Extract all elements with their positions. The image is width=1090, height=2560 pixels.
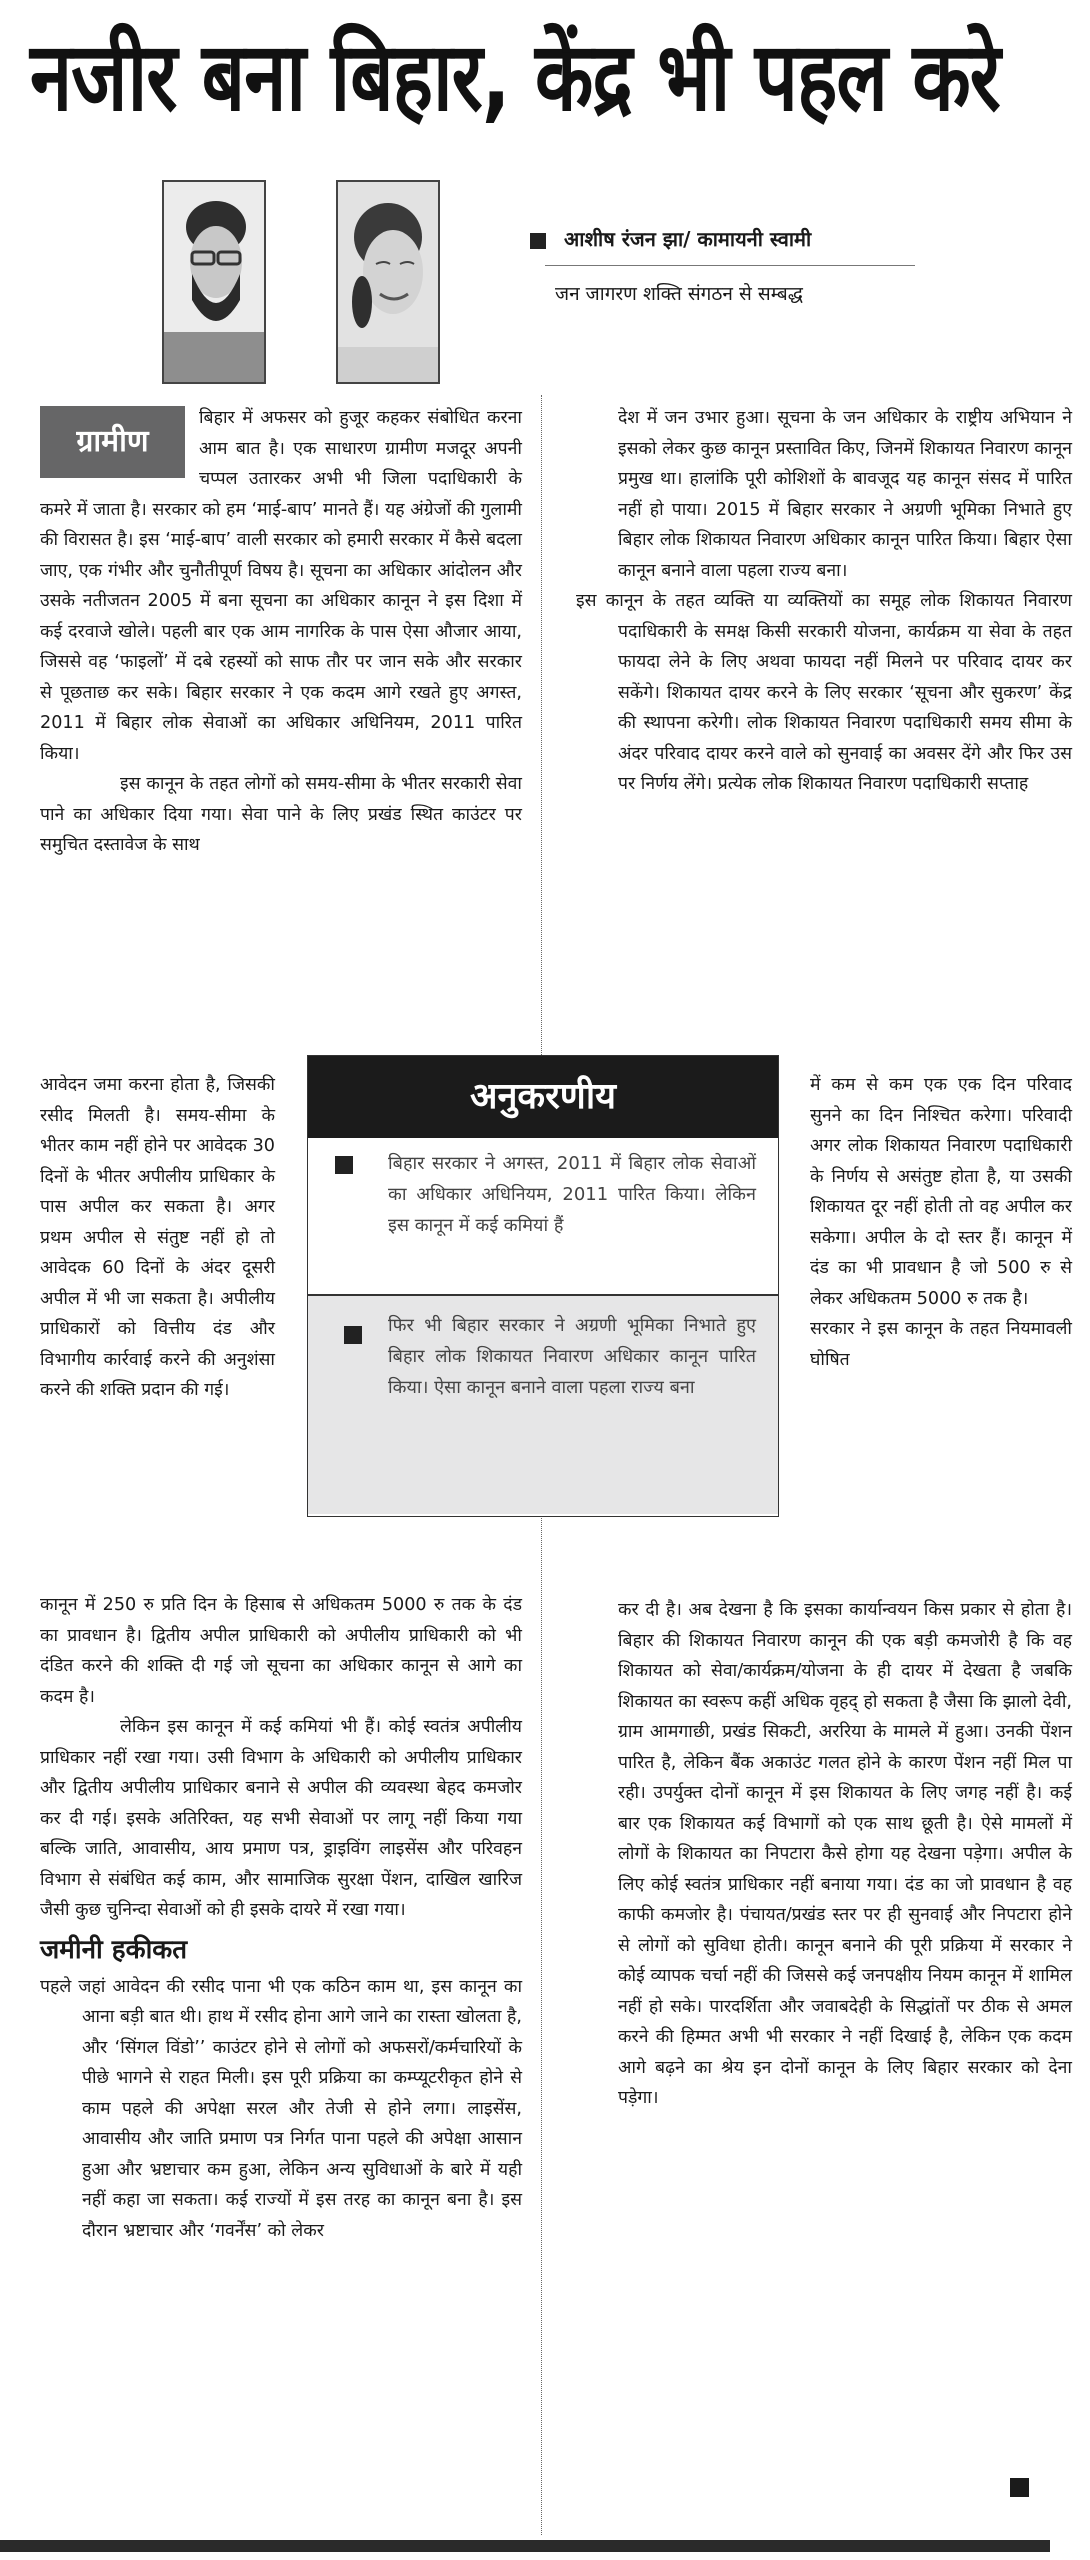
paragraph: देश में जन उभार हुआ। सूचना के जन अधिकार के राष्ट्रीय अभियान ने इसको लेकर कुछ कानून प्रस्तावित किए, जिनमें शिकायत निवारण कानून प्रमुख था। हालांकि पूरी कोशिशों के बावजूद यह कानून संसद में पारित नहीं हो पाया। 2015 में बिहार सरकार ने अग्रणी भूमिका निभाते हुए बिहार लोक शिकायत निवारण अधिकार कानून पारित किया। बिहार ऐसा कानून बनाने वाला पहला राज्य बना। xyxy=(618,408,1072,581)
box-item-text: बिहार सरकार ने अगस्त, 2011 में बिहार लोक सेवाओं का अधिकार अधिनियम, 2011 पारित किया। लेकिन इस कानून में कई कमियां हैं xyxy=(388,1153,756,1236)
author-names: आशीष रंजन झा/ कामायनी स्वामी xyxy=(564,227,812,251)
paragraph: कानून में 250 रु प्रति दिन के हिसाब से अधिकतम 5000 रु तक के दंड का प्रावधान है। द्वितीय अपील प्राधिकारी को अपीलीय प्राधिकारी को भी दंडित करने की शक्ति दी गई जो सूचना का अधिकार कानून से आगे का कदम है। xyxy=(40,1595,522,1707)
paragraph: लेकिन इस कानून में कई कमियां भी हैं। कोई स्वतंत्र अपीलीय प्राधिकार नहीं रखा गया। उसी विभाग के अधिकारी को अपीलीय प्राधिकार और द्वितीय अपीलीय प्राधिकार बनाने से अपील की व्यवस्था बेहद कमजोर कर दी गई। इसके अतिरिक्त, यह सभी सेवाओं पर लागू नहीं किया गया बल्कि जाति, आवासीय, आय प्रमाण पत्र, ड्राइविंग लाइसेंस और परिवहन विभाग से संबंधित कई काम, और सामाजिक सुरक्षा पेंशन, दाखिल खारिज जैसी कुछ चुनिन्दा सेवाओं को ही इसके दायरे में रखा गया। xyxy=(40,1717,522,1920)
author-photo-2 xyxy=(336,180,440,384)
paragraph: आवेदन जमा करना होता है, जिसकी रसीद मिलती है। समय-सीमा के भीतर काम नहीं होने पर आवेदक 30 दिनों के भीतर अपीलीय प्राधिकार के पास अपील कर सकता है। अगर प्रथम अपील से संतुष्ट नहीं हो तो आवेदक 60 दिनों के अंदर दूसरी अपील में भी जा सकता है। अपीलीय प्राधिकारों को वित्तीय दंड और विभागीय कार्रवाई करने की अनुशंसा करने की शक्ति प्रदान की गई। xyxy=(40,1075,275,1400)
bullet-square-icon xyxy=(530,233,546,249)
person-portrait-icon xyxy=(164,182,264,382)
paragraph: कर दी है। अब देखना है कि इसका कार्यान्वयन किस प्रकार से होता है। बिहार की शिकायत निवारण कानून की एक बड़ी कमजोरी है कि वह शिकायत को सेवा/कार्यक्रम/योजना के ही दायर में देखता है जबकि शिकायत का स्वरूप कहीं अधिक वृहद् हो सकता है जैसा कि झालो देवी, ग्राम आमगाछी, प्रखंड सिकटी, अररिया के मामले में हुआ। उनकी पेंशन पारित है, लेकिन बैंक अकाउंट गलत होने के कारण पेंशन नहीं मिल पा रही। उपर्युक्त दोनों कानून में इस शिकायत के लिए जगह नहीं है। कई बार एक शिकायत कई विभागों को एक साथ छूती है। ऐसे मामलों में लोगों के शिकायत का निपटारा कैसे होगा यह देखना पड़ेगा। अपील के लिए कोई स्वतंत्र प्राधिकार नहीं बनाया गया। दंड का जो प्रावधान है वह काफी कमजोर है। पंचायत/प्रखंड स्तर पर ही सुनवाई और निपटारा होने से लोगों को सुविधा होती। कानून बनाने की पूरी प्रक्रिया में सरकार ने कोई व्यापक चर्चा नहीं की जिससे कई जनपक्षीय नियम कानून में शामिल नहीं हो सके। पारदर्शिता और जवाबदेही के सिद्धांतों पर ठीक से अमल करने की हिम्मत अभी भी सरकार ने नहीं दिखाई है, लेकिन एक कदम आगे बढ़ने का श्रेय इन दोनों कानून के लिए बिहार सरकार को देना पड़ेगा। xyxy=(618,1600,1072,2108)
highlight-box xyxy=(307,1055,779,1517)
byline-divider xyxy=(545,265,915,266)
right-column-bottom xyxy=(618,1595,1072,2114)
box-item-text: फिर भी बिहार सरकार ने अग्रणी भूमिका निभाते हुए बिहार लोक शिकायत निवारण अधिकार कानून पारित किया। ऐसा कानून बनाने वाला पहला राज्य बना xyxy=(388,1315,756,1398)
bottom-rule xyxy=(0,2540,1050,2552)
paragraph: पहले जहां आवेदन की रसीद पाना भी एक कठिन काम था, इस कानून का आना बड़ी बात थी। हाथ में रसीद होना आगे जाने का रास्ता खोलता है, और ‘सिंगल विंडो’’ काउंटर होने से लोगों को अफसरों/कर्मचारियों के पीछे भागने से राहत मिली। इस पूरी प्रक्रिया का कम्प्यूटरीकृत होने से काम पहले की अपेक्षा सरल और तेजी से होने लगा। लाइसेंस, आवासीय और जाति प्रमाण पत्र निर्गत पाना पहले की अपेक्षा आसान हुआ और भ्रष्टाचार कम हुआ, लेकिन अन्य सुविधाओं के बारे में यही नहीं कहा जा सकता। कई राज्यों में इस तरह का कानून बना है। इस दौरान भ्रष्टाचार और ‘गवर्नेंस’ को लेकर xyxy=(40,1976,522,2241)
paragraph: इस कानून के तहत लोगों को समय-सीमा के भीतर सरकारी सेवा पाने का अधिकार दिया गया। सेवा पाने के लिए प्रखंड स्थित काउंटर पर समुचित दस्तावेज के साथ xyxy=(40,774,522,855)
author-photo-1 xyxy=(162,180,266,384)
paragraph: इस कानून के तहत व्यक्ति या व्यक्तियों का समूह लोक शिकायत निवारण पदाधिकारी के समक्ष किसी सरकारी योजना, कार्यक्रम या सेवा के तहत फायदा लेने के लिए अथवा फायदा नहीं मिलने पर परिवाद दायर कर सकेंगे। शिकायत दायर करने के लिए सरकार ‘सूचना और सुकरण’ केंद्र की स्थापना करेगी। लोक शिकायत निवारण पदाधिकारी समय सीमा के अंदर परिवाद दायर करने वाले को सुनवाई का अवसर देंगे और फिर उस पर निर्णय लेंगे। प्रत्येक लोक शिकायत निवारण पदाधिकारी सप्ताह xyxy=(576,591,1072,794)
author-affiliation: जन जागरण शक्ति संगठन से सम्बद्ध xyxy=(555,283,803,305)
right-column-narrow xyxy=(810,1070,1072,1375)
paragraph: सरकार ने इस कानून के तहत नियमावली घोषित xyxy=(810,1319,1072,1370)
person-portrait-icon xyxy=(338,182,438,382)
headline: नजीर बना बिहार, केंद्र भी पहल करे xyxy=(30,20,1000,132)
section-subhead: जमीनी हकीकत xyxy=(40,1934,188,1965)
left-column-top xyxy=(40,403,522,861)
end-of-article-mark xyxy=(1010,2478,1029,2497)
bullet-square-icon xyxy=(335,1156,353,1174)
right-column-top xyxy=(576,403,1072,800)
byline xyxy=(530,225,811,252)
left-column-bottom xyxy=(40,1590,522,2246)
paragraph: बिहार में अफसर को हुजूर कहकर संबोधित करना आम बात है। एक साधारण ग्रामीण मजदूर अपनी चप्पल उतारकर अभी भी जिला पदाधिकारी के कमरे में जाता है। सरकार को हम ‘माई-बाप’ मानते हैं। यह अंग्रेजों की गुलामी की विरासत है। इस ‘माई-बाप’ वाली सरकार को हमारी सरकार में कैसे बदला जाए, एक गंभीर और चुनौतीपूर्ण विषय है। सूचना का अधिकार आंदोलन और उसके नतीजतन 2005 में बना सूचना का अधिकार कानून ने इस दिशा में कई दरवाजे खोले। पहली बार एक आम नागरिक के पास ऐसा औजार आया, जिससे वह ‘फाइलों’ में दबे रहस्यों को साफ तौर पर जान सके और सरकार से पूछताछ कर सके। बिहार सरकार ने एक कदम आगे रखते हुए अगस्त, 2011 में बिहार लोक सेवाओं का अधिकार अधिनियम, 2011 पारित किया। xyxy=(40,408,522,764)
left-column-narrow xyxy=(40,1070,275,1406)
paragraph: में कम से कम एक एक दिन परिवाद सुनने का दिन निश्चित करेगा। परिवादी अगर लोक शिकायत निवारण पदाधिकारी के निर्णय से असंतुष्ट होता है, या उसकी शिकायत दूर नहीं होती तो वह अपील कर सकेगा। अपील के दो स्तर हैं। कानून में दंड का भी प्रावधान है जो 500 रु से लेकर अधिकतम 5000 रु तक है। xyxy=(810,1075,1072,1309)
box-title: अनुकरणीय xyxy=(308,1056,778,1138)
box-item xyxy=(308,1294,778,1514)
box-item xyxy=(308,1138,778,1294)
section-kicker: ग्रामीण xyxy=(40,406,185,478)
bullet-square-icon xyxy=(344,1326,362,1344)
